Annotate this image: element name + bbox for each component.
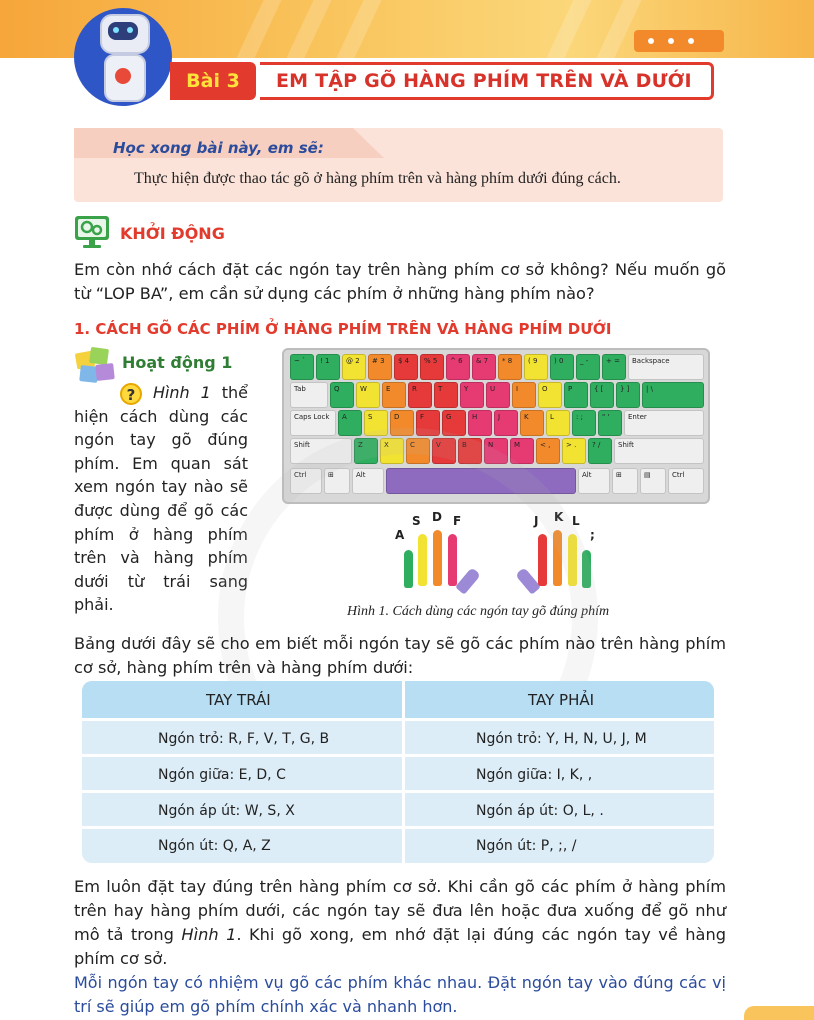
keyboard-key: U [486,382,510,408]
table-cell: Ngón áp út: W, S, X [158,803,295,819]
keyboard-key: I [512,382,536,408]
activity-heading: Hoạt động 1 [122,353,233,372]
keyboard-key: Ctrl [290,468,322,494]
puzzle-icon [74,346,116,384]
hand-label-l: L [572,514,580,528]
table-header-row [82,681,714,718]
keyboard-key: B [458,438,482,464]
explanation-paragraph [74,875,726,971]
table-cell: Ngón út: P, ;, / [476,838,577,854]
hand-label-j: J [534,514,539,528]
hand-label-s: S [412,514,421,528]
keyboard-key: ▤ [640,468,666,494]
activity-figure-ref: Hình 1 [152,383,211,402]
keyboard-key: N [484,438,508,464]
keyboard-key: ) 0 [550,354,574,380]
keyboard-key: ^ 6 [446,354,470,380]
keyboard-key: ! 1 [316,354,340,380]
hand-label-k: K [554,510,564,524]
keyboard-key: F [416,410,440,436]
keyboard-key: R [408,382,432,408]
warmup-heading: KHỞI ĐỘNG [120,224,225,243]
explanation-text-b: . Khi gõ xong, em nhớ đặt lại đúng các ngón tay về hàng phím cơ sở. [74,925,726,968]
activity-description: thể hiện cách dùng các ngón tay gõ đúng phím. Em quan sát xem ngón tay nào sẽ được dùng để gõ các phím ở hàng phím trên và hàng phím dưới từ trái sang phải. [74,383,249,615]
keyboard-key: T [434,382,458,408]
explanation-text-a: Em luôn đặt tay đúng trên hàng phím cơ sở. Khi cần gõ các phím ở hàng phím trên hay hàng phím dưới, các ngón tay sẽ đưa lên hoặc đưa xuống để gõ như mô tả trong [74,877,726,944]
finger-key-table [82,681,714,863]
keyboard-key: Q [330,382,354,408]
objectives-text: Thực hiện được thao tác gõ ở hàng phím trên và hàng phím dưới đúng cách. [134,170,621,187]
keyboard-key: Alt [578,468,610,494]
keyboard-key: Shift [614,438,704,464]
table-cell: Ngón giữa: E, D, C [158,767,286,783]
keyboard-key: Alt [352,468,384,494]
keyboard-key: + = [602,354,626,380]
keyboard-key: } ] [616,382,640,408]
keyboard-key: < , [536,438,560,464]
keyboard-key: H [468,410,492,436]
keyboard-key: C [406,438,430,464]
keyboard-key: ⊞ [612,468,638,494]
keyboard-key: Y [460,382,484,408]
keyboard-key: A [338,410,362,436]
monitor-gears-icon [74,214,110,250]
keyboard-key: Ctrl [668,468,704,494]
keyboard-key: M [510,438,534,464]
table-cell: Ngón trỏ: R, F, V, T, G, B [158,731,330,747]
table-cell: Ngón áp út: O, L, . [476,803,604,819]
table-cell: Ngón út: Q, A, Z [158,838,271,854]
page-corner-decoration [744,1006,814,1020]
keyboard-key: O [538,382,562,408]
section-title: 1. CÁCH GÕ CÁC PHÍM Ở HÀNG PHÍM TRÊN VÀ HÀNG PHÍM DƯỚI [74,320,612,338]
keyboard-key: & 7 [472,354,496,380]
keyboard-key: # 3 [368,354,392,380]
keyboard-key: V [432,438,456,464]
keyboard-key: $ 4 [394,354,418,380]
keyboard-key: Tab [290,382,328,408]
keyboard-key: Backspace [628,354,704,380]
keyboard-key: Z [354,438,378,464]
lesson-title: EM TẬP GÕ HÀNG PHÍM TRÊN VÀ DƯỚI [276,70,692,92]
keyboard-key: * 8 [498,354,522,380]
table-cell: Ngón trỏ: Y, H, N, U, J, M [476,731,647,747]
hand-label-d: D [432,510,442,524]
explanation-figure-ref: Hình 1 [181,925,237,944]
keyboard-key: ? / [588,438,612,464]
header-decoration [634,30,724,52]
hand-label-a: A [395,528,405,542]
keyboard-key: | \ [642,382,704,408]
keyboard-key: G [442,410,466,436]
keyboard-key: L [546,410,570,436]
key-note: Mỗi ngón tay có nhiệm vụ gõ các phím khác nhau. Đặt ngón tay vào đúng các vị trí sẽ giúp em gõ phím chính xác và nhanh hơn. [74,973,726,1016]
warmup-text: Em còn nhớ cách đặt các ngón tay trên hàng phím cơ sở không? Nếu muốn gõ từ “LOP BA”, em cần sử dụng các phím ở những hàng phím nào? [74,260,726,303]
keyboard-key: P [564,382,588,408]
keyboard-key: " ' [598,410,622,436]
hand-label-semicolon: ; [590,528,595,542]
robot-mascot-icon [92,14,154,102]
keyboard-key: K [520,410,544,436]
keyboard-key: Caps Lock [290,410,336,436]
table-cell: Ngón giữa: I, K, , [476,767,593,783]
keyboard-key: W [356,382,380,408]
hand-label-f: F [453,514,462,528]
table-intro: Bảng dưới đây sẽ cho em biết mỗi ngón tay sẽ gõ các phím nào trên hàng phím cơ sở, hàng phím trên và hàng phím dưới: [74,634,726,677]
keyboard-key: % 5 [420,354,444,380]
keyboard-key: ~ ` [290,354,314,380]
keyboard-key: : ; [572,410,596,436]
keyboard-key: ⊞ [324,468,350,494]
keyboard-key: ( 9 [524,354,548,380]
figure-caption: Hình 1. Cách dùng các ngón tay gõ đúng phím [347,604,610,619]
keyboard-key: Enter [624,410,704,436]
keyboard-key: E [382,382,406,408]
table-header-right: TAY PHẢI [528,691,595,709]
keyboard-key: _ - [576,354,600,380]
keyboard-key: > . [562,438,586,464]
keyboard-key: J [494,410,518,436]
table-header-left: TAY TRÁI [206,691,271,709]
keyboard-key: X [380,438,404,464]
keyboard-key: Shift [290,438,352,464]
keyboard-key: S [364,410,388,436]
objectives-heading: Học xong bài này, em sẽ: [113,139,324,157]
keyboard-key: @ 2 [342,354,366,380]
keyboard-key: { [ [590,382,614,408]
question-icon: ? [120,383,142,405]
lesson-number-badge: Bài 3 [170,62,256,100]
keyboard-key: D [390,410,414,436]
